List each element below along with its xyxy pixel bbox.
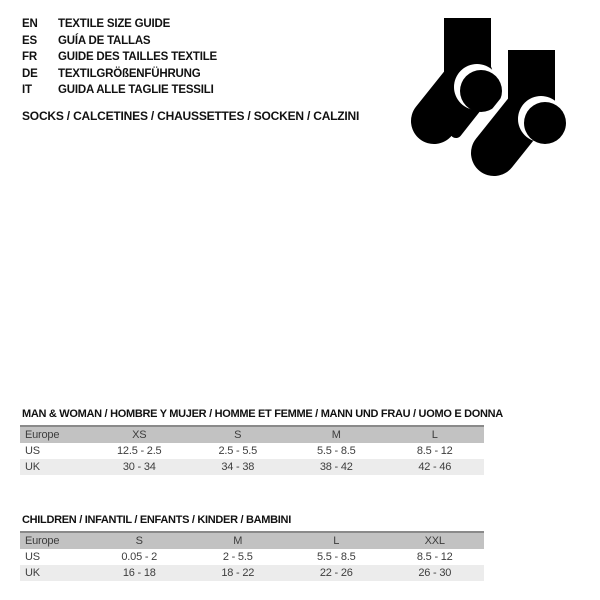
size-cell: 2.5 - 5.5 bbox=[218, 445, 258, 457]
size-cell: 34 - 38 bbox=[221, 461, 255, 473]
size-cell: 5.5 - 8.5 bbox=[316, 551, 356, 563]
table-row-uk bbox=[20, 565, 484, 581]
language-label: GUIDA ALLE TAGLIE TESSILI bbox=[58, 84, 214, 97]
size-cell: 16 - 18 bbox=[122, 567, 156, 579]
table-header-cell: Europe bbox=[25, 429, 60, 441]
language-row-fr bbox=[22, 49, 217, 66]
socks-icon bbox=[395, 5, 590, 190]
language-row-de bbox=[22, 66, 217, 83]
table-header-cell: S bbox=[135, 535, 143, 547]
language-list bbox=[22, 16, 217, 99]
language-row-en bbox=[22, 16, 217, 33]
size-cell: 30 - 34 bbox=[122, 461, 156, 473]
size-cell: 42 - 46 bbox=[418, 461, 452, 473]
table-header-cell: M bbox=[233, 535, 243, 547]
table-header-cell: S bbox=[234, 429, 242, 441]
language-label: TEXTILE SIZE GUIDE bbox=[58, 18, 171, 31]
size-cell: 8.5 - 12 bbox=[416, 445, 453, 457]
size-cell: 5.5 - 8.5 bbox=[316, 445, 356, 457]
region-cell: US bbox=[25, 445, 40, 457]
language-row-es bbox=[22, 33, 217, 50]
table-header-cell: L bbox=[333, 535, 340, 547]
language-label: GUIDE DES TAILLES TEXTILE bbox=[58, 51, 217, 64]
size-cell: 22 - 26 bbox=[319, 567, 353, 579]
size-cell: 8.5 - 12 bbox=[416, 551, 453, 563]
region-cell: UK bbox=[25, 567, 40, 579]
table-header-row bbox=[20, 427, 484, 443]
size-cell: 0.05 - 2 bbox=[121, 551, 158, 563]
table-row-us bbox=[20, 549, 484, 565]
language-code: DE bbox=[22, 67, 38, 80]
language-code: FR bbox=[22, 51, 37, 64]
table-row-uk bbox=[20, 459, 484, 475]
table-header-cell: XS bbox=[132, 429, 147, 441]
language-code: IT bbox=[22, 84, 32, 97]
children-size-table bbox=[20, 531, 484, 581]
language-label: TEXTILGRÖßENFÜHRUNG bbox=[58, 67, 201, 80]
table-header-row bbox=[20, 533, 484, 549]
size-cell: 38 - 42 bbox=[319, 461, 353, 473]
adults-size-table bbox=[20, 425, 484, 475]
adults-table-title: MAN & WOMAN / HOMBRE Y MUJER / HOMME ET FEMME / MANN UND FRAU / UOMO E DONNA bbox=[22, 408, 503, 420]
children-table-title: CHILDREN / INFANTIL / ENFANTS / KINDER / BAMBINI bbox=[22, 514, 291, 526]
language-row-it bbox=[22, 82, 217, 99]
language-code: EN bbox=[22, 18, 38, 31]
size-cell: 12.5 - 2.5 bbox=[117, 445, 162, 457]
region-cell: UK bbox=[25, 461, 40, 473]
language-code: ES bbox=[22, 34, 37, 47]
language-label: GUÍA DE TALLAS bbox=[58, 34, 151, 47]
table-header-cell: M bbox=[331, 429, 341, 441]
size-cell: 26 - 30 bbox=[418, 567, 452, 579]
table-header-cell: Europe bbox=[25, 535, 60, 547]
size-cell: 18 - 22 bbox=[221, 567, 255, 579]
region-cell: US bbox=[25, 551, 40, 563]
table-header-cell: XXL bbox=[424, 535, 445, 547]
category-title: SOCKS / CALCETINES / CHAUSSETTES / SOCKEN / CALZINI bbox=[22, 109, 360, 123]
size-cell: 2 - 5.5 bbox=[222, 551, 253, 563]
table-header-cell: L bbox=[431, 429, 438, 441]
table-row-us bbox=[20, 443, 484, 459]
